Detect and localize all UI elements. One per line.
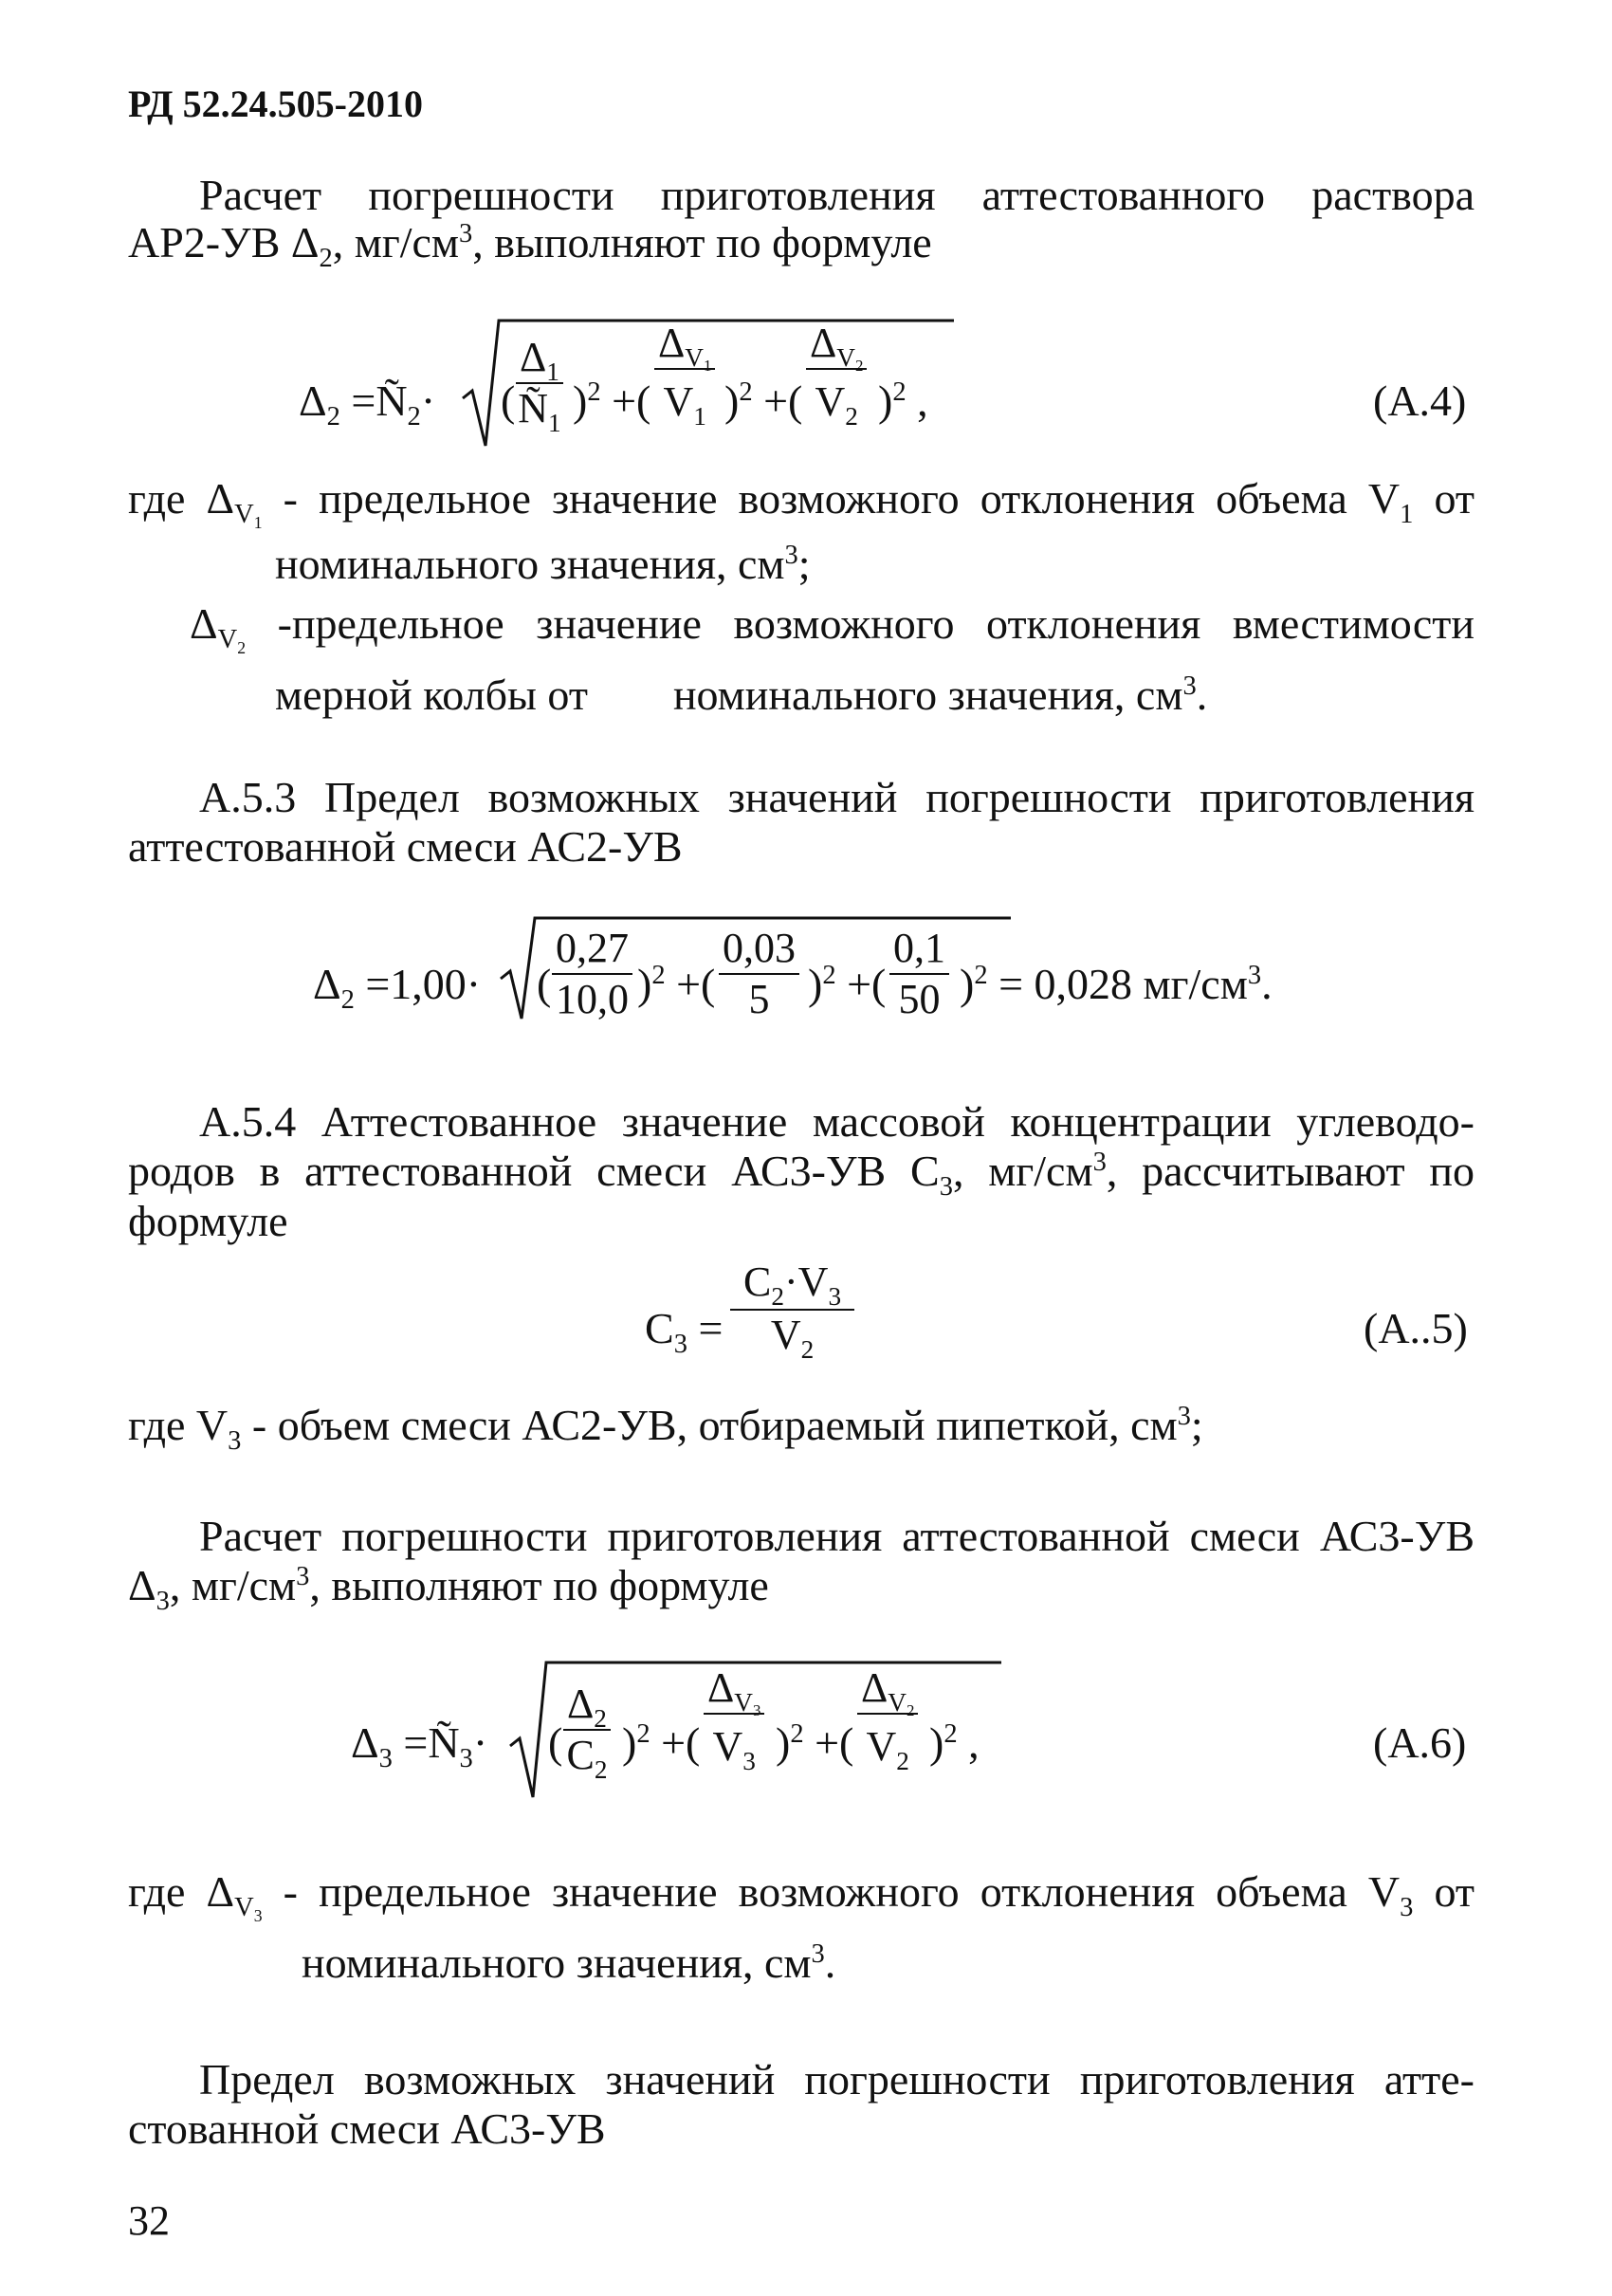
document-code: РД 52.24.505-2010 xyxy=(128,83,423,125)
paragraph-line: Предел возможных значений погрешности приготовления атте- xyxy=(199,2055,1475,2103)
definition-line: мерной колбы от номинального значения, $см^3$. xyxy=(275,670,1208,719)
fraction: $\frac{\Delta_{V_1}}{V_1}$ xyxy=(654,322,715,423)
definition-line: номинального значения, $см^3$; xyxy=(275,540,811,588)
paragraph-line: формуле xyxy=(128,1197,288,1245)
paragraph-line: родов в аттестованной смеси АС3-УВ $С_3$, $мг/см^3$, рассчитывают по xyxy=(128,1147,1475,1202)
paragraph-line: стованной смеси АС3-УВ xyxy=(128,2104,606,2153)
paragraph-line: $\Delta_3$, $мг/см^3$, выполняют по формуле xyxy=(128,1561,769,1616)
paragraph-line: аттестованной смеси АС2-УВ xyxy=(128,822,683,871)
definition-line: где $\Delta_{V_1}$ - предельное значение возможного отклонения объема $V_1$ от xyxy=(128,474,1475,533)
fraction: $\frac{0,03}{5}$ xyxy=(719,928,799,1020)
fraction: $\frac{\Delta_{V_2}}{V_2}$ xyxy=(806,322,867,423)
definition-line: $\Delta_{V_2}$ -предельное значение возможного отклонения вместимости xyxy=(190,599,1475,658)
equation-number: (A..5) xyxy=(1364,1304,1468,1352)
paragraph-line: А.5.4 Аттестованное значение массовой концентрации углеводо- xyxy=(199,1097,1475,1146)
fraction: $\frac{\Delta_1}{Ñ_1}$ xyxy=(516,337,563,430)
paragraph-line: А.5.3 Предел возможных значений погрешности приготовления xyxy=(199,773,1475,821)
fraction: $\frac{\Delta_2}{C_2}$ xyxy=(563,1683,611,1776)
fraction: $\frac{\Delta_{V_3}}{V_3}$ xyxy=(704,1667,764,1768)
page-number: 32 xyxy=(128,2197,170,2244)
definition-line: номинального значения, $см^3$. xyxy=(302,1938,836,1987)
paragraph-line: Расчет погрешности приготовления аттестованной смеси АС3-УВ xyxy=(199,1512,1475,1560)
fraction: $\frac{\Delta_{V_2}}{V_2}$ xyxy=(857,1667,918,1768)
paragraph-line: Расчет погрешности приготовления аттестованного раствора xyxy=(199,171,1475,219)
fraction: $\frac{0,27}{10,0}$ xyxy=(552,928,632,1020)
equation-number: (A.6) xyxy=(1373,1718,1467,1767)
equation-number: (A.4) xyxy=(1373,377,1467,425)
paragraph-line: АР2-УВ $\Delta_2$, $мг/см^3$, выполняют по формуле xyxy=(128,218,932,273)
fraction: $\frac{0,1}{50}$ xyxy=(889,928,949,1020)
fraction: $\frac{C_2\cdot V_3}{V_2}$ xyxy=(730,1261,854,1356)
definition-line: где $\Delta_{V_3}$ - предельное значение возможного отклонения объема $V_3$ от xyxy=(128,1867,1475,1926)
definition-line: где $V_3$ - объем смеси АС2-УВ, отбираемый пипеткой, $см^3$; xyxy=(128,1401,1203,1456)
